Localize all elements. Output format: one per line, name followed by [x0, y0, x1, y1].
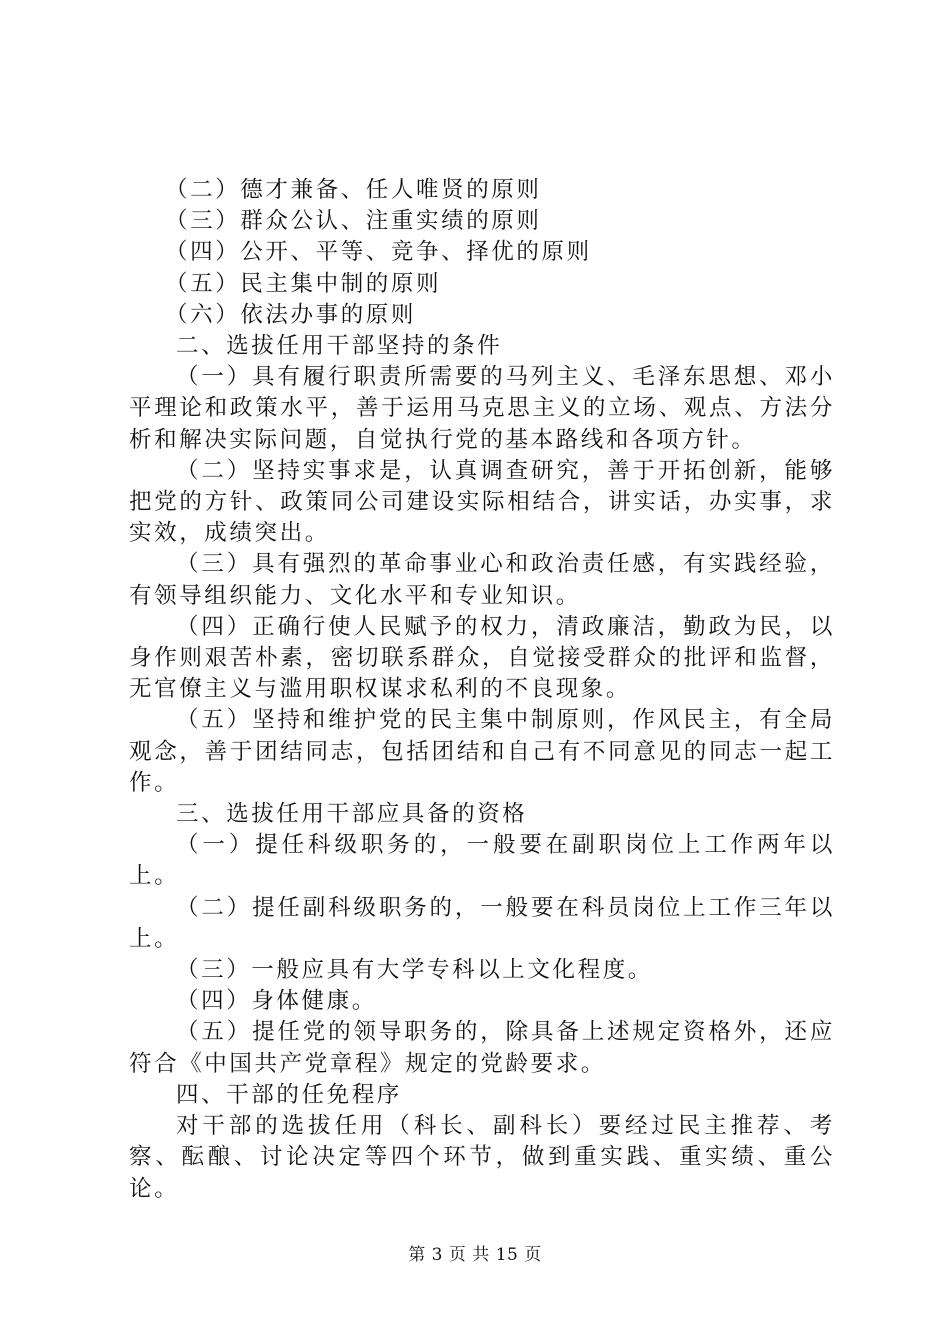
condition-2: （二）坚持实事求是，认真调查研究，善于开拓创新，能够把党的方针、政策同公司建设实际相结合，讲实话，办实事，求实效，成绩突出。	[129, 457, 835, 547]
principle-6: （六）依法办事的原则	[165, 301, 417, 328]
section-heading-3: 三、选拔任用干部应具备的资格	[176, 801, 528, 828]
principle-5: （五）民主集中制的原则	[165, 270, 442, 297]
condition-3: （三）具有强烈的革命事业心和政治责任感，有实践经验，有领导组织能力、文化水平和专业知识。	[129, 551, 835, 609]
principle-3: （三）群众公认、注重实绩的原则	[165, 208, 542, 235]
qualification-3: （三）一般应具有大学专科以上文化程度。	[176, 957, 653, 984]
principle-2: （二）德才兼备、任人唯贤的原则	[165, 177, 542, 203]
condition-4: （四）正确行使人民赋予的权力，清政廉洁，勤政为民，以身作则艰苦朴素，密切联系群众，自觉接受群众的批评和监督，无官僚主义与滥用职权谋求私利的不良现象。	[129, 613, 835, 703]
page-number: 第 3 页 共 15 页	[408, 1245, 542, 1265]
principle-4: （四）公开、平等、竞争、择优的原则	[165, 239, 592, 266]
condition-5: （五）坚持和维护党的民主集中制原则，作风民主，有全局观念，善于团结同志，包括团结和自己有不同意见的同志一起工作。	[129, 707, 835, 796]
qualification-4: （四）身体健康。	[176, 988, 377, 1015]
section-heading-4: 四、干部的任免程序	[176, 1081, 402, 1108]
condition-1: （一）具有履行职责所需要的马列主义、毛泽东思想、邓小平理论和政策水平，善于运用马克思主义的立场、观点、方法分析和解决实际问题，自觉执行党的基本路线和各项方针。	[129, 364, 835, 453]
procedure-paragraph: 对干部的选拔任用（科长、副科长）要经过民主推荐、考察、酝酿、讨论决定等四个环节，做到重实践、重实绩、重公论。	[129, 1113, 835, 1202]
qualification-5: （五）提任党的领导职务的，除具备上述规定资格外，还应符合《中国共产党章程》规定的党龄要求。	[129, 1019, 835, 1077]
section-heading-2: 二、选拔任用干部坚持的条件	[176, 333, 503, 360]
qualification-1: （一）提任科级职务的，一般要在副职岗位上工作两年以上。	[129, 832, 835, 890]
document-body	[129, 175, 835, 1205]
qualification-2: （二）提任副科级职务的，一般要在科员岗位上工作三年以上。	[129, 894, 835, 952]
